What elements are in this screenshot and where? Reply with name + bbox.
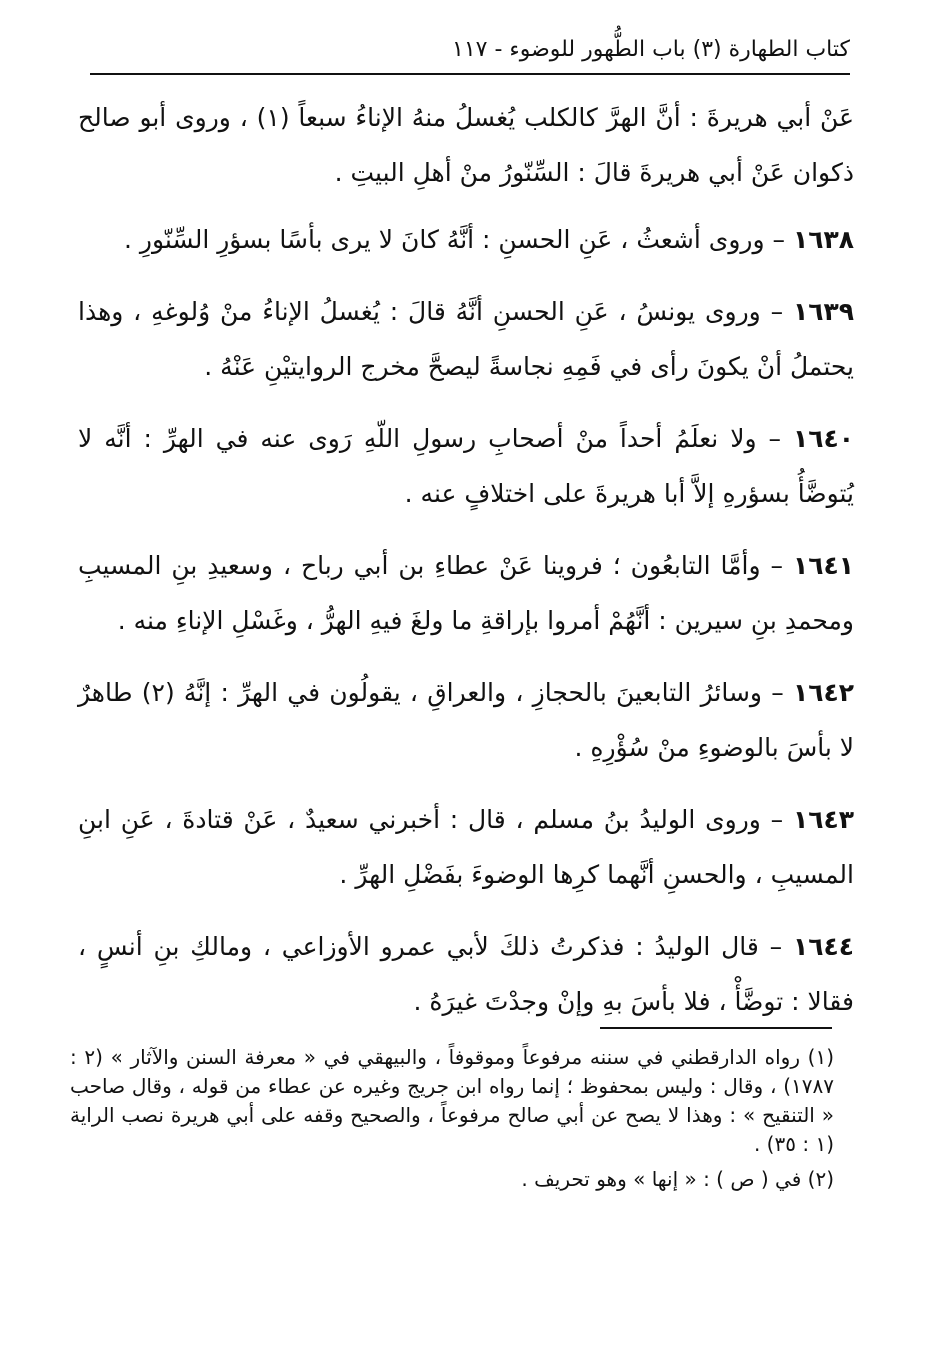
footnote: (١) رواه الدارقطني في سننه مرفوعاً وموقوفاً ، والبيهقي في « معرفة السنن والآثار » (٢ : ١٧٨٧) ، وقال : وليس بمحفوظ ؛ إنما رواه ابن جريج وغيره عن عطاء من قوله ، وقال صاحب « التنقيح » : وهذا لا يصح عن أبي صالح مرفوعاً ، والصحيح وقفه على أبي هريرة نصب الراية (١ : ٣٥) . xyxy=(70,1045,834,1156)
paragraph xyxy=(78,411,854,521)
paragraph-number: ١٦٣٨ xyxy=(792,225,854,254)
paragraph-text: – وأمَّا التابعُون ؛ فروينا عَنْ عطاءِ بن أبي رباح ، وسعيدِ بنِ المسيبِ ومحمدِ بنِ سيرين : أنَّهُمْ أمروا بإراقةِ ما ولغَ فيهِ الهرُّ ، وغَسْلِ الإناءِ منه . xyxy=(78,551,854,635)
main-text xyxy=(78,90,854,1046)
paragraph-number: ١٦٤٤ xyxy=(792,932,855,961)
page-header xyxy=(70,34,850,86)
footnotes xyxy=(70,1043,834,1200)
paragraph xyxy=(78,665,854,775)
paragraph xyxy=(78,284,854,394)
paragraph-text: – وروى يونسُ ، عَنِ الحسنِ أنَّهُ قالَ : يُغسلُ الإناءُ منْ وُلوغهِ ، وهذا يحتملُ أنْ يكونَ رأى في فَمِهِ نجاسةً ليصحَّ مخرج الروايتيْنِ عَنْهُ . xyxy=(78,297,854,381)
footnote-separator xyxy=(600,1027,832,1029)
paragraph xyxy=(78,792,854,902)
paragraph-number: ١٦٤٠ xyxy=(792,424,854,453)
paragraph-number: ١٦٤٣ xyxy=(792,805,854,834)
paragraph xyxy=(78,90,854,200)
footnote: (٢) في ( ص ) : « إنها » وهو تحريف . xyxy=(521,1167,834,1191)
paragraph xyxy=(78,919,854,1029)
header-rule xyxy=(90,73,850,75)
paragraph-number: ١٦٣٩ xyxy=(792,297,854,326)
paragraph-text: – وسائرُ التابعينَ بالحجازِ ، والعراقِ ، يقولُون في الهرِّ : إنَّهُ (٢) طاهرٌ لا بأسَ بالوضوءِ منْ سُؤْرِهِ . xyxy=(78,678,854,762)
paragraph-text: عَنْ أبي هريرةَ : أنَّ الهرَّ كالكلب يُغسلُ منهُ الإناءُ سبعاً (١) ، وروى أبو صالح ذكوان عَنْ أبي هريرةَ قالَ : السِّنّورُ منْ أهلِ البيتِ . xyxy=(78,103,854,187)
paragraph-text: – وروى أشعثُ ، عَنِ الحسنِ : أنَّهُ كانَ لا يرى بأسًا بسؤرِ السِّنّورِ . xyxy=(123,225,785,254)
paragraph-number: ١٦٤١ xyxy=(792,551,854,580)
paragraph-text: – وروى الوليدُ بنُ مسلم ، قال : أخبرني سعيدٌ ، عَنْ قتادةَ ، عَنِ ابنِ المسيبِ ، والحسنِ أنَّهما كرِها الوضوءَ بفَضْلِ الهرِّ . xyxy=(78,805,854,889)
paragraph-number: ١٦٤٢ xyxy=(792,678,855,707)
paragraph-text: – ولا نعلَمُ أحداً منْ أصحابِ رسولِ اللّهِ رَوى عنه في الهرِّ : أنَّه لا يُتوضَّأُ بسؤرهِ إلاَّ أبا هريرةَ على اختلافٍ عنه . xyxy=(78,424,854,508)
running-header-title: كتاب الطهارة (٣) باب الطُّهور للوضوء - ١١٧ xyxy=(452,37,850,62)
paragraph-text: – قال الوليدُ : فذكرتُ ذلكَ لأبي عمرو الأوزاعي ، ومالكِ بنِ أنسٍ ، فقالا : توضَّأْ ، فلا بأسَ بهِ وإنْ وجدْتَ غيرَهُ . xyxy=(78,932,854,1016)
paragraph xyxy=(78,538,854,648)
paragraph xyxy=(78,212,854,267)
